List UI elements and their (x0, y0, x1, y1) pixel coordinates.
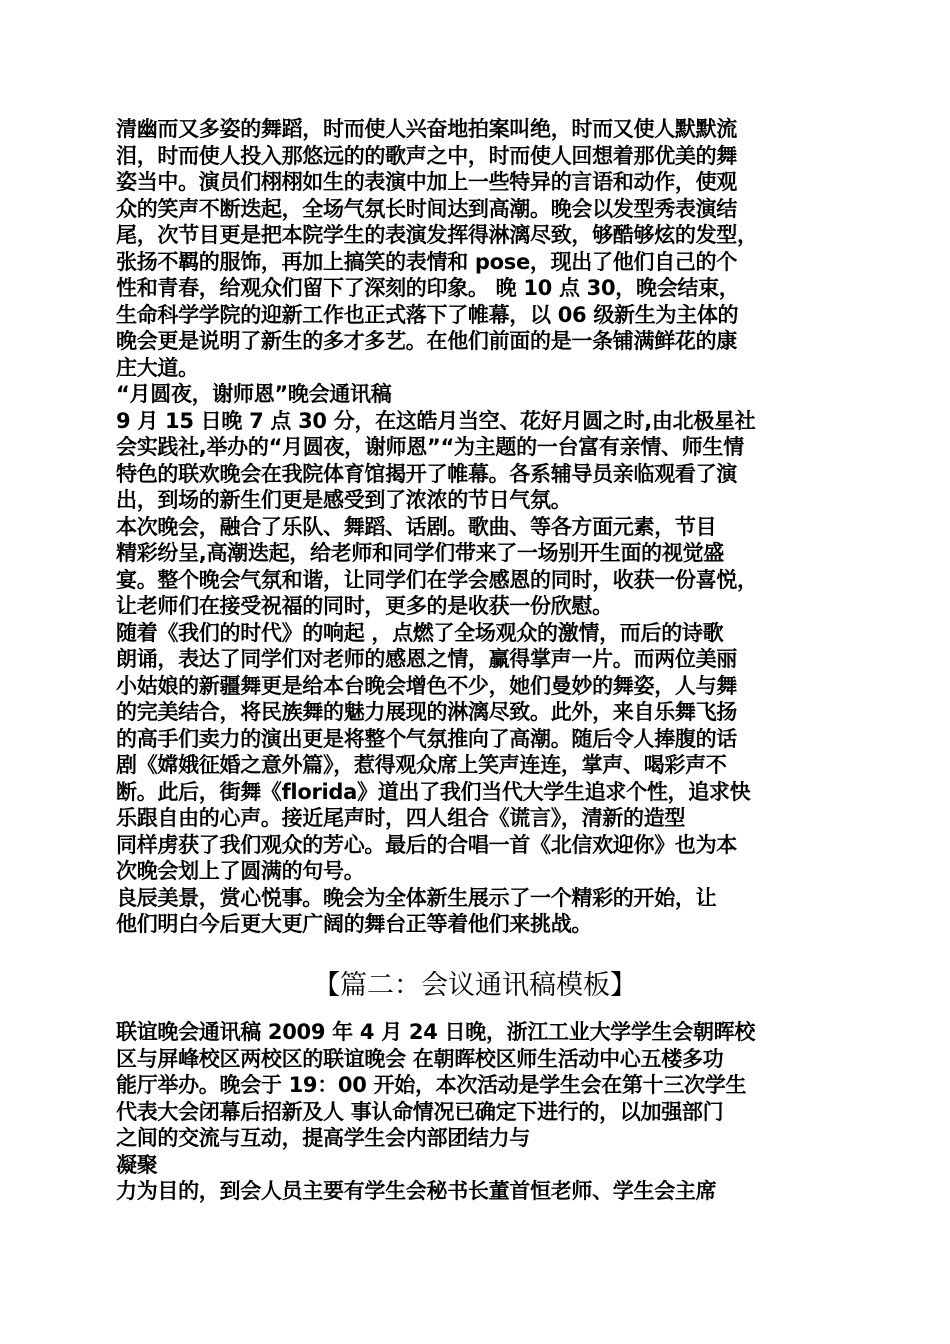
text-line: 的高手们卖力的演出更是将整个气氛推向了高潮。随后令人捧腹的话 (116, 726, 737, 751)
text-line: 宴。整个晚会气氛和谐，让同学们在学会感恩的同时，收获一份喜悦， (116, 567, 758, 592)
text-line: 尾，次节目更是把本院学生的表演发挥得淋漓尽致，够酷够炫的发型， (116, 223, 758, 247)
text-line: 出，到场的新生们更是感受到了浓浓的节日气氛。 (116, 488, 572, 512)
text-line: 姿当中。演员们栩栩如生的表演中加上一些特异的言语和动作，使观 (116, 170, 737, 194)
text-line: 清幽而又多姿的舞蹈，时而使人兴奋地拍案叫绝，时而又使人默默流 (116, 117, 737, 141)
text-line: 代表大会闭幕后招新及人 事认命情况已确定下进行的，以加强部门 (116, 1099, 724, 1124)
text-line: 次晚会划上了圆满的句号。 (116, 859, 365, 883)
text-line: 力为目的，到会人员主要有学生会秘书长董首恒老师、学生会主席 (116, 1179, 717, 1203)
text-line: 众的笑声不断迭起，全场气氛长时间达到高潮。晚会以发型秀表演结 (116, 196, 737, 221)
text-line: 随着《我们的时代》的响起 ，点燃了全场观众的激情，而后的诗歌 (116, 620, 724, 645)
text-line: 让老师们在接受祝福的同时，更多的是收获一份欣慰。 (116, 594, 613, 618)
text-line: 性和青春，给观众们留下了深刻的印象。 晚 10 点 30，晚会结束， (116, 276, 740, 300)
text-line: 的完美结合，将民族舞的魅力展现的淋漓尽致。此外，来自乐舞飞扬 (116, 700, 737, 724)
text-line: 乐跟自由的心声。接近尾声时，四人组合《谎言》，清新的造型 (116, 806, 686, 830)
text-line: 庄大道。 (116, 355, 199, 380)
text-line: 他们明白今后更大更广阔的舞台正等着他们来挑战。 (116, 912, 593, 936)
text-line: 同样虏获了我们观众的芳心。最后的合唱一首《北信欢迎你》也为本 (116, 832, 737, 857)
text-line: 之间的交流与互动，提高学生会内部团结力与 (116, 1126, 530, 1150)
text-line: 凝聚 (116, 1152, 158, 1177)
text-line: 会实践社,举办的“月圆夜，谢师恩”“为主题的一台富有亲情、师生情 (116, 435, 744, 459)
text-line: 小姑娘的新疆舞更是给本台晚会增色不少，她们曼妙的舞姿，人与舞 (116, 673, 737, 698)
text-line: 9 月 15 日晚 7 点 30 分，在这皓月当空、花好月圆之时,由北极星社 (116, 408, 756, 433)
text-line: 联谊晚会通讯稿 2009 年 4 月 24 日晚，浙江工业大学学生会朝晖校 (116, 1020, 756, 1044)
text-line: 晚会更是说明了新生的多才多艺。在他们前面的是一条铺满鲜花的康 (116, 329, 737, 353)
text-line: 特色的联欢晚会在我院体育馆揭开了帷幕。各系辅导员亲临观看了演 (116, 461, 737, 486)
text-line: 断。此后，街舞《florida》道出了我们当代大学生追求个性，追求快 (116, 779, 751, 804)
text-line: 能厅举办。晚会于 19：00 开始，本次活动是学生会在第十三次学生 (116, 1073, 747, 1097)
text-line: 生命科学学院的迎新工作也正式落下了帷幕，以 06 级新生为主体的 (116, 302, 739, 327)
text-line: 精彩纷呈,高潮迭起，给老师和同学们带来了一场别开生面的视觉盛 (116, 541, 724, 565)
text-line: 泪，时而使人投入那悠远的的歌声之中，时而使人回想着那优美的舞 (116, 143, 737, 168)
text-line: “月圆夜，谢师恩”晚会通讯稿 (116, 382, 392, 406)
text-line: 张扬不羁的服饰，再加上搞笑的表情和 pose，现出了他们自己的个 (116, 249, 737, 274)
section-heading: 【篇二：会议通讯稿模板】 (313, 970, 637, 1001)
text-line: 本次晚会，融合了乐队、舞蹈、话剧。歌曲、等各方面元素，节目 (116, 514, 717, 539)
text-line: 区与屏峰校区两校区的联谊晚会 在朝晖校区师生活动中心五楼多功 (116, 1046, 724, 1071)
text-line: 朗诵，表达了同学们对老师的感恩之情，赢得掌声一片。而两位美丽 (116, 647, 737, 671)
text-line: 良辰美景，赏心悦事。晚会为全体新生展示了一个精彩的开始，让 (116, 885, 717, 910)
text-line: 剧《嫦娥征婚之意外篇》，惹得观众席上笑声连连，掌声、喝彩声不 (116, 753, 727, 777)
